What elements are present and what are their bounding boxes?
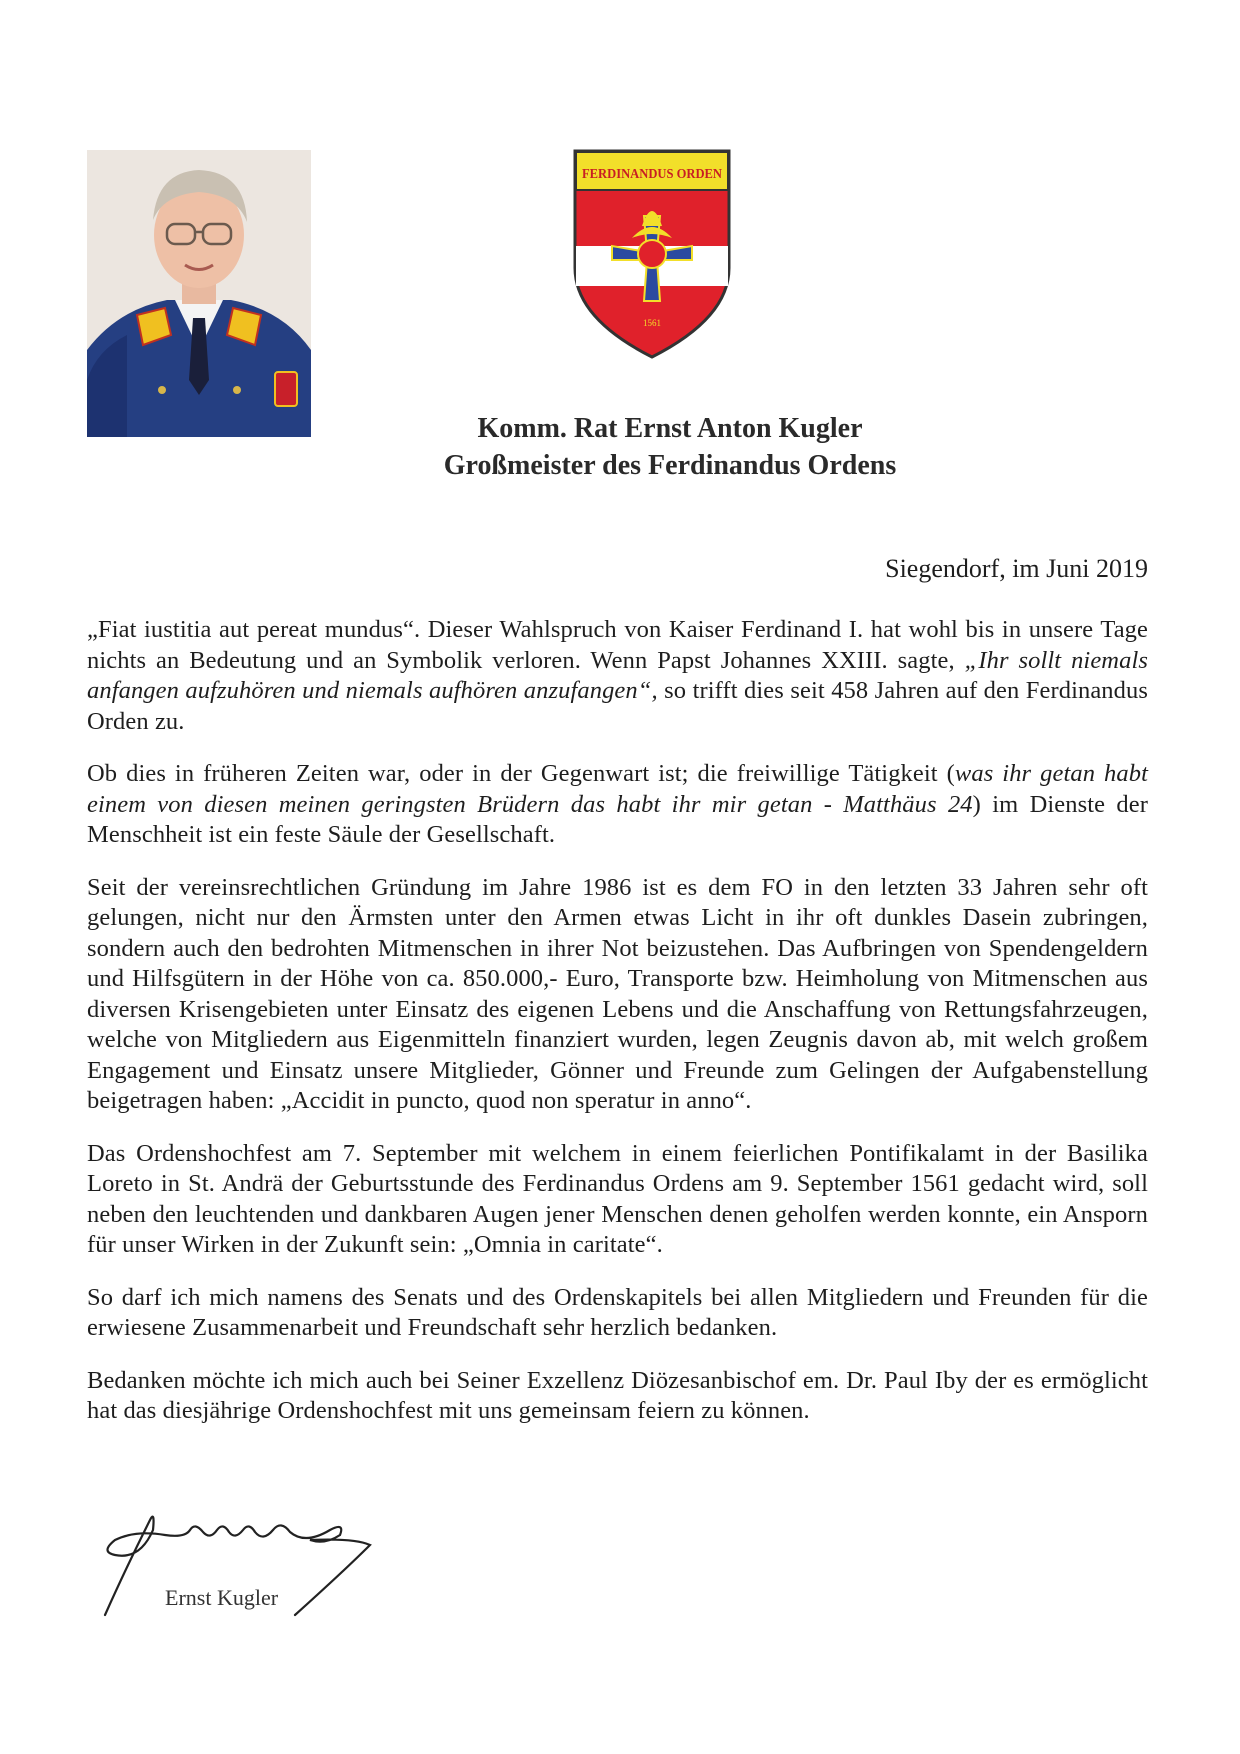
paragraph-3: Seit der vereinsrechtlichen Gründung im Jahre 1986 ist es dem FO in den letzten 33 Jahren sehr oft gelungen, nicht nur den Ärmsten unter den Armen etwas Licht in ihr oft dunkles Dasein zubringen, sondern auch den bedrohten Mitmenschen in ihrer Not beizustehen. Das Aufbringen von Spendengeldern und Hilfsgütern in der Höhe von ca. 850.000,- Euro, Transporte bzw. Heimholung von Mitmenschen aus diversen Krisengebieten unter Einsatz des eigenen Lebens und die Anschaffung von Rettungsfahrzeugen, welche von Mitgliedern aus Eigenmitteln finanziert wurden, legen Zeugnis davon ab, mit welch großem Engagement und Einsatz unsere Mitglieder, Gönner und Freunde zum Gelingen der Aufgabenstellung beigetragen haben: „Accidit in puncto, quod non speratur in anno“. (87, 873, 1148, 1114)
pope-quote: „Ihr sollt niemals anfangen aufzuhören und niemals aufhören anzufangen“, (87, 646, 1148, 704)
role-line: Großmeister des Ferdinandus Ordens (443, 450, 897, 481)
bible-quote: was ihr getan habt einem von diesen meinen geringsten Brüdern das habt ihr mir getan - Matthäus 24 (87, 760, 1148, 818)
letter-body (87, 615, 1148, 1449)
paragraph-6: Bedanken möchte ich mich auch bei Seiner Exzellenz Diözesanbischof em. Dr. Paul Iby der es ermöglicht hat das diesjährige Ordenshochfest mit uns gemeinsam feiern zu können. (87, 1366, 1148, 1424)
crest-banner-text: FERDINANDUS ORDEN (582, 167, 722, 182)
paragraph-1: „Fiat iustitia aut pereat mundus“. Dieser Wahlspruch von Kaiser Ferdinand I. hat wohl bis in unsere Tage nichts an Bedeutung und an Symbolik verloren. Wenn Papst Johannes XXIII. sagte, „Ihr sollt niemals anfangen aufzuhören und niemals aufhören anzufangen“, so trifft dies seit 458 Jahren auf den Ferdinandus Orden zu. (87, 616, 1148, 735)
signer-name: Ernst Kugler (165, 1585, 279, 1610)
title-block (340, 410, 1000, 484)
crest-year: 1561 (643, 318, 661, 328)
paragraph-4: Das Ordenshochfest am 7. September mit welchem in einem feierlichen Pontifikalamt in der Basilika Loreto in St. Andrä der Geburtsstunde des Ferdinandus Ordens am 9. September 1561 gedacht wird, soll neben den leuchtenden und dankbaren Augen jener Menschen denen geholfen werden konnte, ein Ansporn für unser Wirken in der Zukunft sein: „Omnia in caritate“. (87, 1139, 1148, 1258)
name-line: Komm. Rat Ernst Anton Kugler (477, 413, 863, 444)
portrait-photo (87, 150, 311, 437)
paragraph-5: So darf ich mich namens des Senats und des Ordenskapitels bei allen Mitgliedern und Freunden für die erwiesene Zusammenarbeit und Freundschaft sehr herzlich bedanken. (87, 1283, 1148, 1341)
paragraph-2: Ob dies in früheren Zeiten war, oder in der Gegenwart ist; die freiwillige Tätigkeit (was ihr getan habt einem von diesen meinen geringsten Brüdern das habt ihr mir getan - Matthäus 24) im Dienste der Menschheit ist ein feste Säule der Gesellschaft. (87, 760, 1148, 848)
place-date: Siegendorf, im Juni 2019 (885, 554, 1148, 583)
ferdinandus-orden-crest (572, 148, 732, 360)
